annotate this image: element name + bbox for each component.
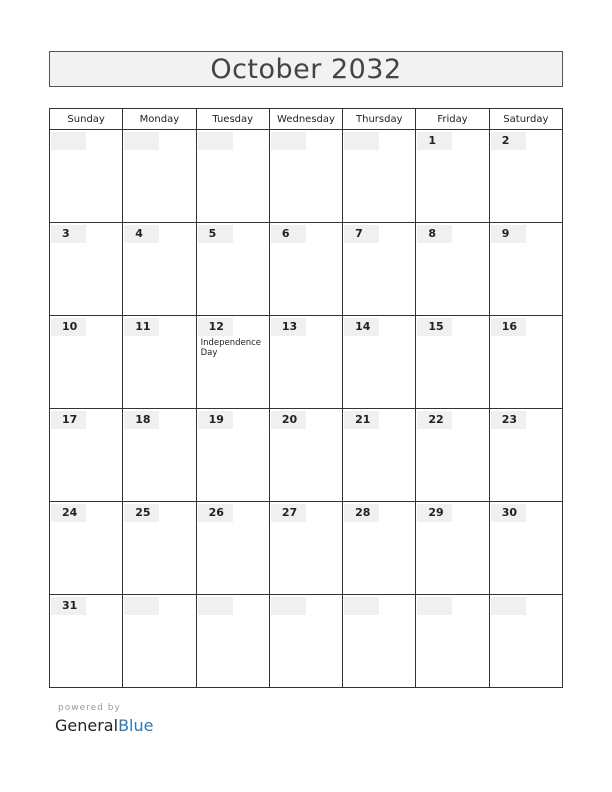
day-cell[interactable] bbox=[50, 316, 123, 409]
weekday-wednesday: Wednesday bbox=[269, 109, 342, 130]
weekday-saturday: Saturday bbox=[489, 109, 562, 130]
day-cell[interactable] bbox=[123, 502, 196, 595]
weekday-tuesday: Tuesday bbox=[196, 109, 269, 130]
week-row bbox=[50, 502, 563, 595]
day-cell[interactable] bbox=[489, 502, 562, 595]
calendar-title-box bbox=[49, 51, 563, 87]
day-cell[interactable] bbox=[269, 409, 342, 502]
day-number: 1 bbox=[417, 132, 452, 150]
day-number bbox=[271, 597, 306, 615]
day-number: 20 bbox=[271, 411, 306, 429]
day-cell[interactable] bbox=[343, 502, 416, 595]
day-number: 16 bbox=[491, 318, 526, 336]
day-number: 24 bbox=[51, 504, 86, 522]
day-number: 28 bbox=[344, 504, 379, 522]
day-number: 12 bbox=[198, 318, 233, 336]
day-cell[interactable] bbox=[269, 502, 342, 595]
day-number bbox=[344, 597, 379, 615]
day-number: 11 bbox=[124, 318, 159, 336]
day-cell[interactable] bbox=[50, 595, 123, 688]
day-number: 2 bbox=[491, 132, 526, 150]
day-cell[interactable] bbox=[416, 595, 489, 688]
weekday-header-row bbox=[50, 109, 563, 130]
day-number: 7 bbox=[344, 225, 379, 243]
weekday-monday: Monday bbox=[123, 109, 196, 130]
day-cell[interactable] bbox=[489, 316, 562, 409]
day-cell[interactable] bbox=[50, 502, 123, 595]
day-cell[interactable] bbox=[489, 223, 562, 316]
day-cell[interactable] bbox=[416, 409, 489, 502]
weekday-sunday: Sunday bbox=[50, 109, 123, 130]
day-number: 10 bbox=[51, 318, 86, 336]
week-row bbox=[50, 595, 563, 688]
day-cell[interactable] bbox=[416, 130, 489, 223]
day-number: 23 bbox=[491, 411, 526, 429]
brand-general: General bbox=[55, 716, 119, 735]
day-number: 8 bbox=[417, 225, 452, 243]
day-cell[interactable] bbox=[343, 130, 416, 223]
week-row bbox=[50, 223, 563, 316]
day-cell[interactable] bbox=[343, 595, 416, 688]
day-cell[interactable] bbox=[196, 502, 269, 595]
day-number: 22 bbox=[417, 411, 452, 429]
day-cell[interactable] bbox=[343, 223, 416, 316]
day-number: 21 bbox=[344, 411, 379, 429]
calendar-title: October 2032 bbox=[210, 53, 402, 85]
day-number bbox=[417, 597, 452, 615]
day-number: 3 bbox=[51, 225, 86, 243]
day-number: 29 bbox=[417, 504, 452, 522]
day-number: 18 bbox=[124, 411, 159, 429]
day-number: 31 bbox=[51, 597, 86, 615]
day-cell[interactable] bbox=[123, 130, 196, 223]
day-cell[interactable] bbox=[50, 223, 123, 316]
week-row bbox=[50, 409, 563, 502]
day-cell[interactable] bbox=[489, 130, 562, 223]
day-number: 4 bbox=[124, 225, 159, 243]
day-number: 17 bbox=[51, 411, 86, 429]
day-number bbox=[51, 132, 86, 150]
day-cell[interactable] bbox=[269, 130, 342, 223]
day-number: 14 bbox=[344, 318, 379, 336]
day-cell[interactable] bbox=[196, 223, 269, 316]
day-cell[interactable] bbox=[123, 595, 196, 688]
brand-logo bbox=[55, 716, 153, 735]
day-number: 26 bbox=[198, 504, 233, 522]
day-number bbox=[124, 132, 159, 150]
day-number: 25 bbox=[124, 504, 159, 522]
day-cell[interactable] bbox=[489, 595, 562, 688]
day-cell[interactable] bbox=[269, 223, 342, 316]
holiday-event: Independence Day bbox=[200, 338, 262, 358]
day-cell[interactable] bbox=[489, 409, 562, 502]
day-number: 15 bbox=[417, 318, 452, 336]
day-cell[interactable] bbox=[123, 409, 196, 502]
day-cell[interactable] bbox=[196, 595, 269, 688]
day-cell[interactable] bbox=[343, 409, 416, 502]
day-number bbox=[198, 597, 233, 615]
weekday-friday: Friday bbox=[416, 109, 489, 130]
weekday-thursday: Thursday bbox=[343, 109, 416, 130]
day-cell[interactable] bbox=[123, 316, 196, 409]
day-cell[interactable] bbox=[196, 316, 269, 409]
brand-blue: Blue bbox=[118, 716, 154, 735]
day-cell[interactable] bbox=[416, 316, 489, 409]
day-number: 13 bbox=[271, 318, 306, 336]
calendar-grid bbox=[49, 108, 563, 688]
day-cell[interactable] bbox=[416, 502, 489, 595]
day-cell[interactable] bbox=[196, 409, 269, 502]
day-number bbox=[271, 132, 306, 150]
day-number bbox=[344, 132, 379, 150]
day-number: 9 bbox=[491, 225, 526, 243]
day-number bbox=[124, 597, 159, 615]
powered-by-text: powered by bbox=[58, 703, 121, 713]
day-cell[interactable] bbox=[50, 130, 123, 223]
day-number: 6 bbox=[271, 225, 306, 243]
week-row bbox=[50, 316, 563, 409]
footer bbox=[55, 703, 153, 735]
day-cell[interactable] bbox=[269, 316, 342, 409]
day-cell[interactable] bbox=[50, 409, 123, 502]
day-number: 5 bbox=[198, 225, 233, 243]
day-number: 19 bbox=[198, 411, 233, 429]
day-number bbox=[198, 132, 233, 150]
day-number bbox=[491, 597, 526, 615]
day-cell[interactable] bbox=[343, 316, 416, 409]
day-cell[interactable] bbox=[123, 223, 196, 316]
day-cell[interactable] bbox=[196, 130, 269, 223]
day-number: 30 bbox=[491, 504, 526, 522]
week-row bbox=[50, 130, 563, 223]
day-cell[interactable] bbox=[269, 595, 342, 688]
day-number: 27 bbox=[271, 504, 306, 522]
day-cell[interactable] bbox=[416, 223, 489, 316]
